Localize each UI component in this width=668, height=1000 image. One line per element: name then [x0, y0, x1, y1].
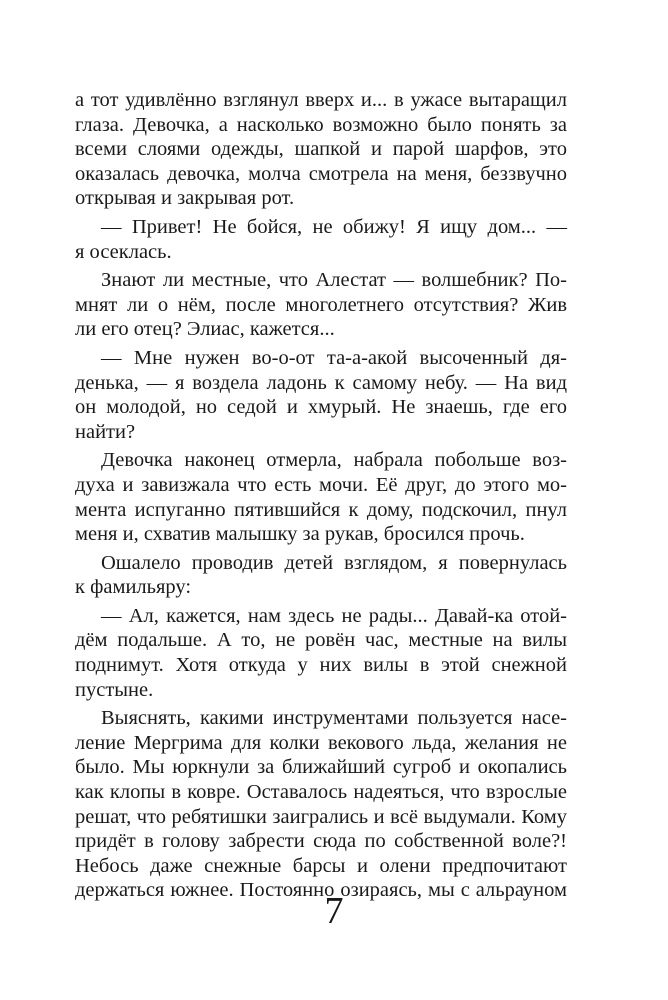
- text-line: решат, что ребятишки заигрались и всё выдумали. Кому: [75, 805, 567, 828]
- text-line: держаться южнее. Постоянно озираясь, мы с альрауном: [75, 879, 567, 902]
- text-line: Знают ли местные, что Алестат — волшебник? По-: [101, 269, 567, 292]
- page-number: 7: [324, 890, 344, 932]
- text-line: Выяснять, какими инструментами пользуется насе-: [101, 707, 567, 730]
- text-line: открывая и закрывая рот.: [75, 187, 295, 210]
- paragraph: [75, 448, 567, 546]
- text-line: духа и завизжала что есть мочи. Её друг, до этого мо-: [75, 473, 567, 496]
- text-line: Девочка наконец отмерла, набрала побольше воз-: [101, 449, 567, 472]
- paragraph: [75, 88, 567, 211]
- paragraph: [75, 706, 567, 903]
- paragraph: [75, 215, 567, 264]
- text-line: к фамильяру:: [75, 576, 192, 599]
- text-line: пустыне.: [75, 678, 154, 701]
- text-line: Ошалело проводив детей взглядом, я повернулась: [101, 551, 567, 574]
- text-line: я осеклась.: [75, 240, 172, 263]
- text-line: найти?: [75, 420, 136, 443]
- text-line: Небось даже снежные барсы и олени предпочитают: [75, 854, 567, 877]
- text-line: придёт в голову забрести сюда по собственной воле?!: [75, 830, 567, 853]
- text-line: оказалась девочка, молча смотрела на меня, беззвучно: [75, 162, 567, 185]
- text-line: как клопы в ковре. Оставалось надеяться, что взрослые: [75, 781, 567, 804]
- text-line: мента испуганно пятившийся к дому, подскочил, пнул: [75, 498, 567, 521]
- text-line: — Привет! Не бойся, не обижу! Я ищу дом... —: [101, 215, 567, 238]
- text-line: поднимут. Хотя откуда у них вилы в этой снежной: [75, 654, 567, 677]
- text-line: всеми слоями одежды, шапкой и парой шарфов, это: [75, 138, 567, 161]
- paragraph: [75, 604, 567, 702]
- paragraph: [75, 346, 567, 444]
- paragraph: [75, 268, 567, 342]
- text-line: меня и, схватив малышку за рукав, бросился прочь.: [75, 523, 525, 546]
- text-line: мнят ли о нём, после многолетнего отсутствия? Жив: [75, 293, 567, 316]
- text-line: ление Мергрима для колки векового льда, желания не: [75, 731, 567, 754]
- text-line: а тот удивлённо взглянул вверх и... в ужасе вытаращил: [75, 89, 567, 111]
- text-line: — Ал, кажется, нам здесь не рады... Давай-ка отой-: [101, 604, 567, 627]
- paragraph: [75, 551, 567, 600]
- text-line: глаза. Девочка, а насколько возможно было понять за: [75, 113, 567, 136]
- text-line: — Мне нужен во-о-от та-а-акой высоченный дя-: [101, 346, 567, 369]
- text-line: денька, — я воздела ладонь к самому небу. — На вид: [75, 371, 567, 394]
- text-line: дём подальше. А то, не ровён час, местные на вилы: [75, 629, 567, 652]
- text-line: ли его отец? Элиас, кажется...: [75, 318, 335, 341]
- body-text: [75, 88, 567, 903]
- text-line: он молодой, но седой и хмурый. Не знаешь, где его: [75, 396, 567, 419]
- text-line: было. Мы юркнули за ближайший сугроб и окопались: [75, 756, 567, 779]
